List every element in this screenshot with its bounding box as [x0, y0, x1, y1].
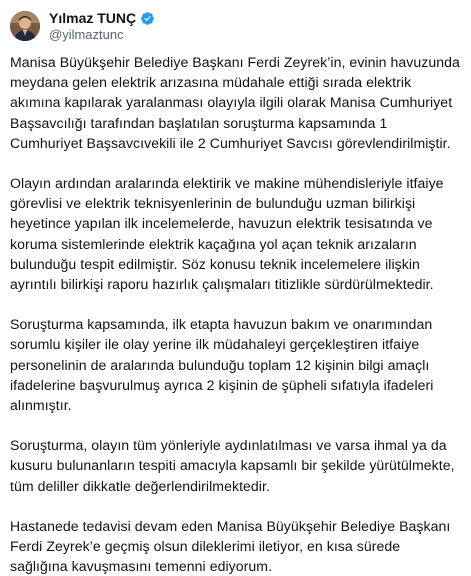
tweet-paragraph-4: Soruşturma, olayın tüm yönleriyle aydınlatılması ve varsa ihmal ya da kusuru bulunanların tespiti amacıyla kapsamlı bir şekilde yürütülmekte, tüm deliller dikkatle değerlendirilmektedir. [10, 437, 455, 494]
avatar-portrait-icon [10, 11, 40, 41]
name-row [49, 10, 155, 27]
tweet-paragraph-5: Hastanede tedavisi devam eden Manisa Büyükşehir Belediye Başkanı Ferdi Zeyrek’e geçmiş olsun dileklerimi iletiyor, en kısa sürede sağlığına kavuşmasını temenni ediyorum. [10, 517, 451, 575]
tweet-paragraph-3: Soruşturma kapsamında, ilk etapta havuzun bakım ve onarımından sorumlu kişiler ile olay yerine ilk müdahaleyi gerçekleştiren itfaiye personelinin de aralarında bulunduğu toplam 12 kişinin bilgi amaçlı ifadelerine başvurulmuş ayrıca 2 kişinin de şüpheli sıfatıyla ifadeleri alınmıştır. [10, 316, 434, 414]
author-display-name[interactable]: Yılmaz TUNÇ [49, 9, 137, 26]
tweet-header [10, 6, 461, 46]
tweet-text [10, 52, 461, 576]
tweet-paragraph-1: Manisa Büyükşehir Belediye Başkanı Ferdi Zeyrek’in, evinin havuzunda meydana gelen elektrik arızasına müdahale ettiği sırada elektrik akımına kapılarak yaralanması olayıyla ilgili olarak Manisa Cumhuriyet Başsavcılığı tarafından başlatılan soruşturma kapsamında 1 Cumhuriyet Başsavcıvekili ile 2 Cumhuriyet Savcısı görevlendirilmiştir. [10, 54, 460, 151]
tweet-paragraph-2: Olayın ardından aralarında elektirik ve makine mühendisleriyle itfaiye görevlisi ve elektrik teknisyenlerinin de bulunduğu uzman bilirkişi heyetince yapılan ilk incelemelerde, havuzun elektrik tesisatında ve koruma sistemlerinde elektrik kaçağına yol açan teknik arızaların bulunduğu tespit edilmiştir. Söz konusu teknik incelemelere ilişkin ayrıntılı bilirkişi raporu hazırlık çalışmaları titizlikle sürdürülmektedir. [10, 175, 444, 293]
verified-badge-icon [140, 11, 155, 26]
avatar[interactable] [10, 11, 40, 41]
author-handle[interactable]: @yilmaztunc [49, 26, 124, 42]
author-names [49, 10, 155, 42]
